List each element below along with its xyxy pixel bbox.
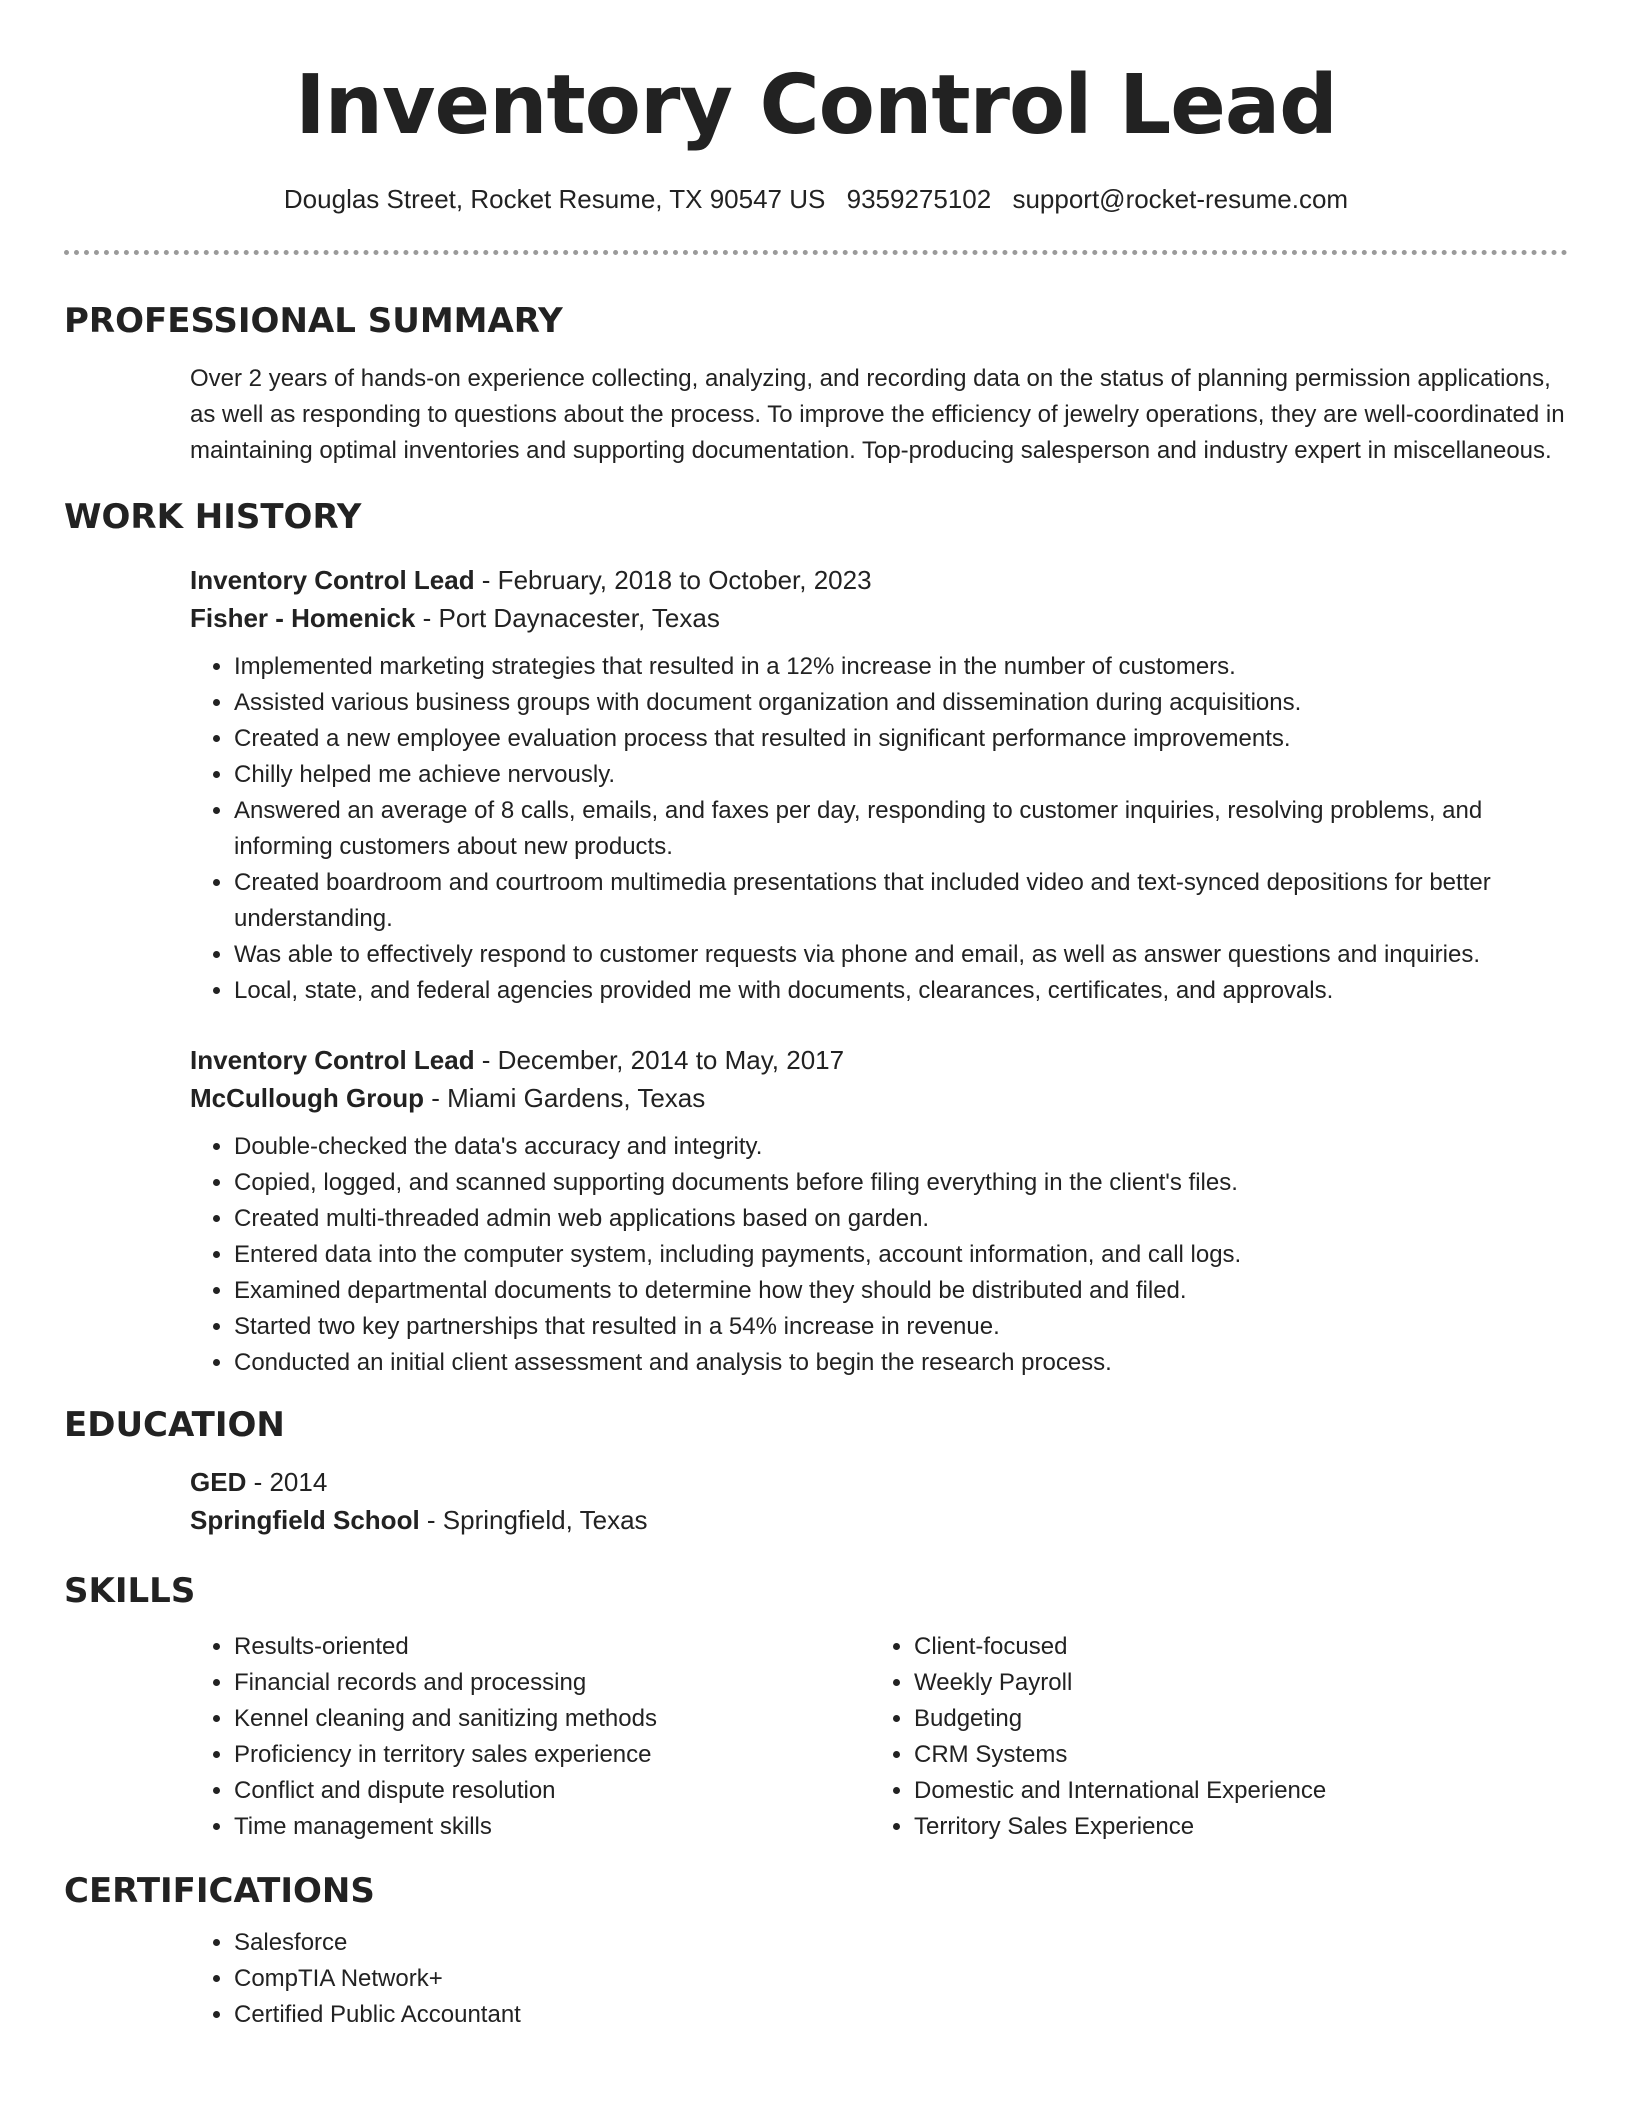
certification-item: • CompTIA Network+ bbox=[234, 1961, 1568, 1997]
education-heading: EDUCATION bbox=[64, 1405, 285, 1445]
list-item: • Created multi-threaded admin web applications based on garden. bbox=[234, 1201, 1568, 1237]
skills-column-left bbox=[190, 1617, 870, 1845]
skills-column-right bbox=[870, 1617, 1550, 1845]
list-item: • Started two key partnerships that resulted in a 54% increase in revenue. bbox=[234, 1309, 1568, 1345]
skill-item: • Proficiency in territory sales experience bbox=[234, 1737, 870, 1773]
list-item: • Created boardroom and courtroom multimedia presentations that included video and text-synced depositions for better understanding. bbox=[234, 865, 1568, 937]
job-role: Inventory Control Lead bbox=[190, 1045, 475, 1075]
list-item: • Chilly helped me achieve nervously. bbox=[234, 757, 1568, 793]
education-school-line bbox=[190, 1501, 1568, 1539]
job-duties-list bbox=[190, 1129, 1568, 1381]
job-role: Inventory Control Lead bbox=[190, 565, 475, 595]
list-item: • Double-checked the data's accuracy and integrity. bbox=[234, 1129, 1568, 1165]
skill-item: • Financial records and processing bbox=[234, 1665, 870, 1701]
work-history-section bbox=[64, 495, 1568, 1381]
list-item: • Implemented marketing strategies that resulted in a 12% increase in the number of customers. bbox=[234, 649, 1568, 685]
list-item: • Entered data into the computer system, including payments, account information, and call logs. bbox=[234, 1237, 1568, 1273]
job-duties-list bbox=[190, 649, 1568, 1009]
certification-item: • Salesforce bbox=[234, 1925, 1568, 1961]
education-degree-line bbox=[190, 1463, 1568, 1501]
skills-grid bbox=[190, 1617, 1568, 1845]
job-role-line bbox=[190, 561, 1568, 599]
list-item: • Created a new employee evaluation process that resulted in significant performance improvements. bbox=[234, 721, 1568, 757]
skill-item: • Domestic and International Experience bbox=[914, 1773, 1550, 1809]
contact-email: support@rocket-resume.com bbox=[1012, 184, 1349, 214]
job-company: McCullough Group bbox=[190, 1083, 424, 1113]
job-location: - Port Daynacester, Texas bbox=[415, 603, 720, 633]
job-company-line bbox=[190, 599, 1568, 637]
list-item: • Local, state, and federal agencies provided me with documents, clearances, certificates, and approvals. bbox=[234, 973, 1568, 1009]
contact-address: Douglas Street, Rocket Resume, TX 90547 US bbox=[283, 184, 826, 214]
skills-heading: SKILLS bbox=[64, 1571, 196, 1611]
skills-list-right bbox=[870, 1629, 1550, 1845]
certifications-heading: CERTIFICATIONS bbox=[64, 1871, 375, 1911]
education-section bbox=[64, 1403, 1568, 1539]
job-company: Fisher - Homenick bbox=[190, 603, 416, 633]
list-item: • Assisted various business groups with document organization and dissemination during acquisitions. bbox=[234, 685, 1568, 721]
skill-item: • Kennel cleaning and sanitizing methods bbox=[234, 1701, 870, 1737]
list-item: • Examined departmental documents to determine how they should be distributed and filed. bbox=[234, 1273, 1568, 1309]
work-history-heading: WORK HISTORY bbox=[64, 497, 362, 537]
skill-item: • Conflict and dispute resolution bbox=[234, 1773, 870, 1809]
skill-item: • Results-oriented bbox=[234, 1629, 870, 1665]
skill-item: • Territory Sales Experience bbox=[914, 1809, 1550, 1845]
list-item: • Answered an average of 8 calls, emails, and faxes per day, responding to customer inquiries, resolving problems, and informing customers about new products. bbox=[234, 793, 1568, 865]
education-year: - 2014 bbox=[246, 1467, 328, 1497]
summary-section bbox=[64, 299, 1568, 469]
resume-header bbox=[0, 0, 1632, 216]
skills-list-left bbox=[190, 1629, 870, 1845]
job-dates: - February, 2018 to October, 2023 bbox=[474, 565, 872, 595]
certifications-section bbox=[64, 1869, 1568, 2033]
certification-item: • Certified Public Accountant bbox=[234, 1997, 1568, 2033]
skill-item: • Client-focused bbox=[914, 1629, 1550, 1665]
job-entry bbox=[190, 1041, 1568, 1381]
list-item: • Copied, logged, and scanned supporting documents before filing everything in the client's files. bbox=[234, 1165, 1568, 1201]
skill-item: • Weekly Payroll bbox=[914, 1665, 1550, 1701]
contact-phone: 9359275102 bbox=[846, 184, 992, 214]
skill-item: • CRM Systems bbox=[914, 1737, 1550, 1773]
resume-title: Inventory Control Lead bbox=[295, 58, 1337, 153]
list-item: • Conducted an initial client assessment and analysis to begin the research process. bbox=[234, 1345, 1568, 1381]
summary-text: Over 2 years of hands-on experience collecting, analyzing, and recording data on the status of planning permission applications, as well as responding to questions about the process. To improve the efficiency of jewelry operations, they are well-coordinated in maintaining optimal inventories and supporting documentation. Top-producing salesperson and industry expert in miscellaneous. bbox=[190, 365, 1565, 464]
certifications-list bbox=[190, 1925, 1568, 2033]
job-role-line bbox=[190, 1041, 1568, 1079]
contact-line bbox=[0, 182, 1632, 216]
education-location: - Springfield, Texas bbox=[419, 1505, 648, 1535]
job-entry bbox=[190, 561, 1568, 1009]
list-item: • Was able to effectively respond to customer requests via phone and email, as well as answer questions and inquiries. bbox=[234, 937, 1568, 973]
job-company-line bbox=[190, 1079, 1568, 1117]
header-divider bbox=[64, 250, 1568, 255]
education-school: Springfield School bbox=[190, 1505, 420, 1535]
job-location: - Miami Gardens, Texas bbox=[423, 1083, 706, 1113]
skill-item: • Budgeting bbox=[914, 1701, 1550, 1737]
summary-heading: PROFESSIONAL SUMMARY bbox=[64, 301, 563, 341]
education-degree: GED bbox=[190, 1467, 247, 1497]
skill-item: • Time management skills bbox=[234, 1809, 870, 1845]
skills-section bbox=[64, 1569, 1568, 1845]
job-dates: - December, 2014 to May, 2017 bbox=[474, 1045, 845, 1075]
